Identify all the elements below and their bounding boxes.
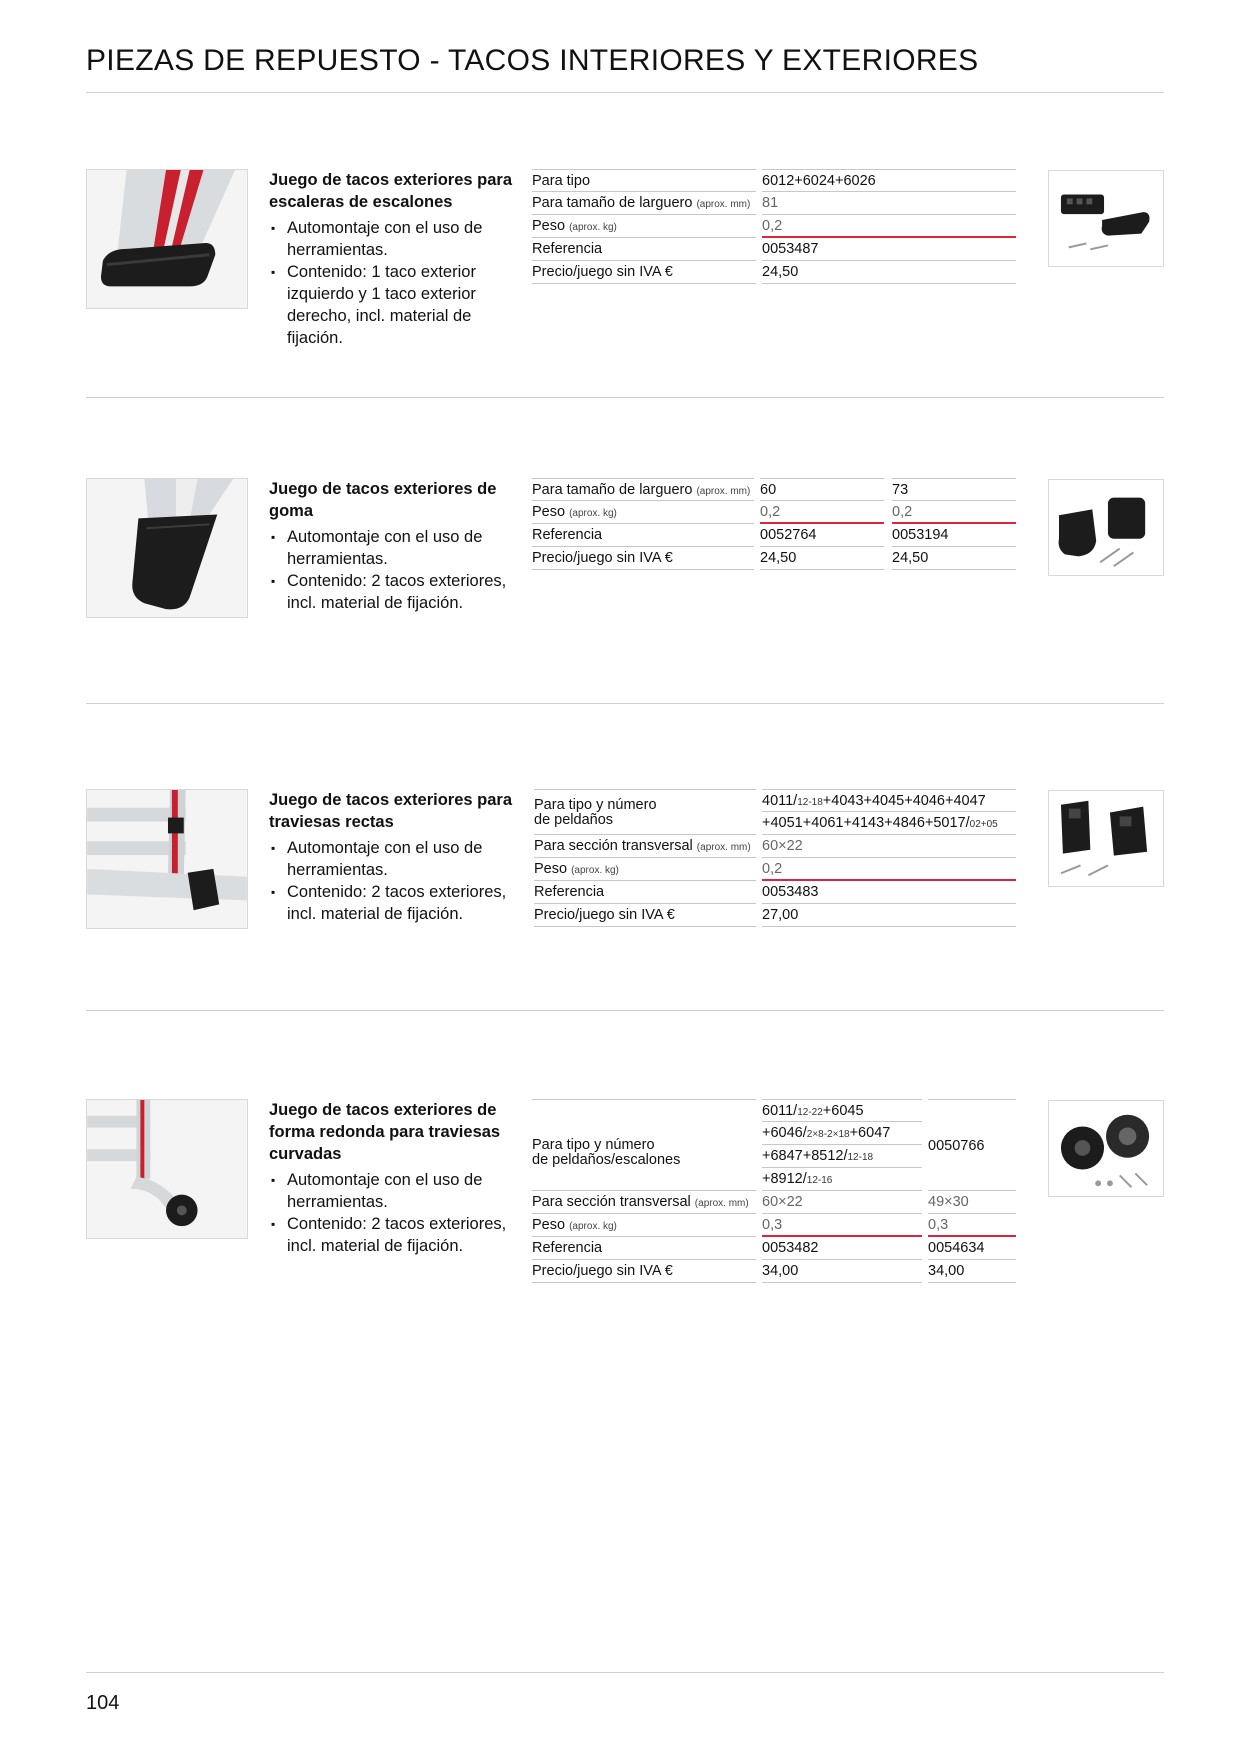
footer-divider: [86, 1672, 1164, 1673]
section-divider: [86, 1010, 1164, 1011]
value-subscript: 12-16: [806, 1175, 833, 1186]
label-line: Para tipo y número: [534, 797, 657, 813]
spec-label: [534, 835, 756, 858]
spec-label: [532, 215, 756, 238]
page-title: PIEZAS DE REPUESTO - TACOS INTERIORES Y EXTERIORES: [86, 44, 979, 77]
feature-item: ▪ Automontaje con el uso de herramientas.: [269, 217, 524, 261]
spec-value: 0053487: [762, 238, 1016, 261]
unit-note: (aprox. kg): [569, 222, 617, 233]
spec-label: [534, 858, 756, 881]
product-section-2: [86, 478, 1164, 728]
value-subscript: 12-18: [797, 797, 823, 808]
spec-value: 0054634: [928, 1237, 1016, 1260]
spec-label: Referencia: [534, 881, 756, 904]
spec-value: 6012+6024+6026: [762, 169, 1016, 192]
label-text: Peso: [532, 504, 566, 520]
label-line: de peldaños: [534, 812, 614, 828]
product-section-1: [86, 169, 1164, 419]
spec-value: 0,2: [762, 858, 1016, 881]
spec-value: 0,3: [928, 1214, 1016, 1237]
product-photo-round-curved-rung-foot: [86, 1099, 248, 1239]
spec-value: [762, 812, 1016, 835]
spec-value: 49×30: [928, 1191, 1016, 1214]
product-section-4: [86, 1099, 1164, 1399]
spec-value: 81: [762, 192, 1016, 215]
unit-note: (aprox. mm): [694, 1198, 749, 1209]
spec-value: 0053483: [762, 881, 1016, 904]
feature-list: [269, 526, 524, 614]
label-text: Peso: [534, 861, 568, 877]
spec-label: Referencia: [532, 1237, 756, 1260]
value-subscript: 12-18: [847, 1152, 874, 1163]
part-thumbnail: [1048, 479, 1164, 576]
spec-value: 60: [760, 478, 884, 501]
product-photo-rubber-foot: [86, 478, 248, 618]
spec-value: 60×22: [762, 835, 1016, 858]
label-line: de peldaños/escalones: [532, 1152, 681, 1168]
part-thumbnail: [1048, 790, 1164, 887]
spec-value: 0,2: [760, 501, 884, 524]
feature-item: ▪ Automontaje con el uso de herramientas.: [269, 1169, 524, 1213]
feature-item: ▪ Automontaje con el uso de herramientas.: [269, 526, 524, 570]
part-thumbnail: [1048, 170, 1164, 267]
spec-value: 73: [892, 478, 1016, 501]
spec-value: 24,50: [760, 547, 884, 570]
spec-value: 27,00: [762, 904, 1016, 927]
value-part: +4043+4045+4046+4047: [822, 793, 986, 809]
page-number: 104: [86, 1692, 120, 1714]
product-title: Juego de tacos exteriores para escaleras de escalones: [269, 171, 513, 211]
product-description: [269, 789, 524, 925]
spec-label: Para tipo: [532, 169, 756, 192]
feature-item: ▪ Automontaje con el uso de herramientas.: [269, 837, 524, 881]
feature-item: ▪ Contenido: 2 tacos exteriores, incl. material de fijación.: [269, 881, 524, 925]
spec-table: [532, 169, 1022, 289]
spec-table: [532, 1099, 1022, 1299]
unit-note: (aprox. kg): [571, 865, 619, 876]
spec-label: [532, 478, 754, 501]
value-part: +6045: [822, 1103, 864, 1119]
label-text: Peso: [532, 218, 566, 234]
spec-value: 24,50: [762, 261, 1016, 284]
value-subscript: 12-22: [797, 1107, 823, 1118]
product-photo-straight-rung-foot: [86, 789, 248, 929]
value-part: +6847+8512/: [762, 1148, 848, 1164]
value-part: 6011/: [762, 1103, 798, 1119]
spec-label: [532, 1214, 756, 1237]
spec-label: Referencia: [532, 238, 756, 261]
value-subscript: 02+05: [969, 819, 998, 830]
value-part: +8912/: [762, 1171, 807, 1187]
feature-item: ▪ Contenido: 2 tacos exteriores, incl. material de fijación.: [269, 570, 524, 614]
section-divider: [86, 397, 1164, 398]
spec-label: [532, 1099, 756, 1191]
label-line: Para tipo y número: [532, 1137, 655, 1153]
label-text: Para tamaño de larguero: [532, 482, 693, 498]
unit-note: (aprox. mm): [696, 842, 751, 853]
product-description: [269, 478, 524, 614]
part-thumbnail: [1048, 1100, 1164, 1197]
spec-value: 0,2: [762, 215, 1016, 238]
spec-value: 60×22: [762, 1191, 922, 1214]
spec-value: 34,00: [928, 1260, 1016, 1283]
spec-value: 0053194: [892, 524, 1016, 547]
feature-list: [269, 1169, 524, 1257]
spec-label: Precio/juego sin IVA €: [532, 1260, 756, 1283]
spec-table: [532, 478, 1022, 578]
spec-value: [762, 1099, 922, 1122]
product-photo-stair-ladder-foot: [86, 169, 248, 309]
spec-table: [534, 789, 1024, 939]
spec-value: [762, 1168, 922, 1191]
product-description: [269, 169, 524, 349]
spec-label: Precio/juego sin IVA €: [534, 904, 756, 927]
product-title: Juego de tacos exteriores para traviesas rectas: [269, 791, 513, 831]
spec-value: [762, 789, 1016, 812]
feature-list: [269, 837, 524, 925]
label-text: Para tamaño de larguero: [532, 195, 693, 211]
unit-note: (aprox. mm): [696, 199, 751, 210]
spec-value: 24,50: [892, 547, 1016, 570]
value-part: +4051+4061+4143+4846+5017/: [762, 815, 970, 831]
spec-value: 34,00: [762, 1260, 922, 1283]
unit-note: (aprox. kg): [569, 1221, 617, 1232]
product-title: Juego de tacos exteriores de forma redonda para traviesas curvadas: [269, 1101, 501, 1163]
product-section-3: [86, 789, 1164, 1039]
value-part: +6047: [849, 1125, 891, 1141]
label-text: Para sección transversal: [534, 838, 693, 854]
spec-value: 0050766: [928, 1099, 1016, 1191]
spec-label: [532, 501, 754, 524]
spec-label: Precio/juego sin IVA €: [532, 261, 756, 284]
spec-value: 0,2: [892, 501, 1016, 524]
spec-label: [534, 789, 756, 835]
unit-note: (aprox. mm): [696, 486, 751, 497]
unit-note: (aprox. kg): [569, 508, 617, 519]
spec-label: Precio/juego sin IVA €: [532, 547, 754, 570]
spec-label: [532, 192, 756, 215]
spec-value: [762, 1122, 922, 1145]
label-text: Peso: [532, 1217, 566, 1233]
product-title: Juego de tacos exteriores de goma: [269, 480, 497, 520]
title-divider: [86, 92, 1164, 93]
spec-label: [532, 1191, 756, 1214]
spec-value: 0053482: [762, 1237, 922, 1260]
spec-label: Referencia: [532, 524, 754, 547]
spec-value: 0,3: [762, 1214, 922, 1237]
section-divider: [86, 703, 1164, 704]
product-description: [269, 1099, 524, 1257]
feature-item: ▪ Contenido: 2 tacos exteriores, incl. material de fijación.: [269, 1213, 524, 1257]
label-text: Para sección transversal: [532, 1194, 691, 1210]
value-part: +6046/: [762, 1125, 807, 1141]
value-subscript: 2×8-2×18: [806, 1129, 850, 1140]
feature-item: ▪ Contenido: 1 taco exterior izquierdo y 1 taco exterior derecho, incl. material de fijación.: [269, 261, 524, 349]
spec-value: 0052764: [760, 524, 884, 547]
spec-value: [762, 1145, 922, 1168]
value-part: 4011/: [762, 793, 798, 809]
feature-list: [269, 217, 524, 349]
